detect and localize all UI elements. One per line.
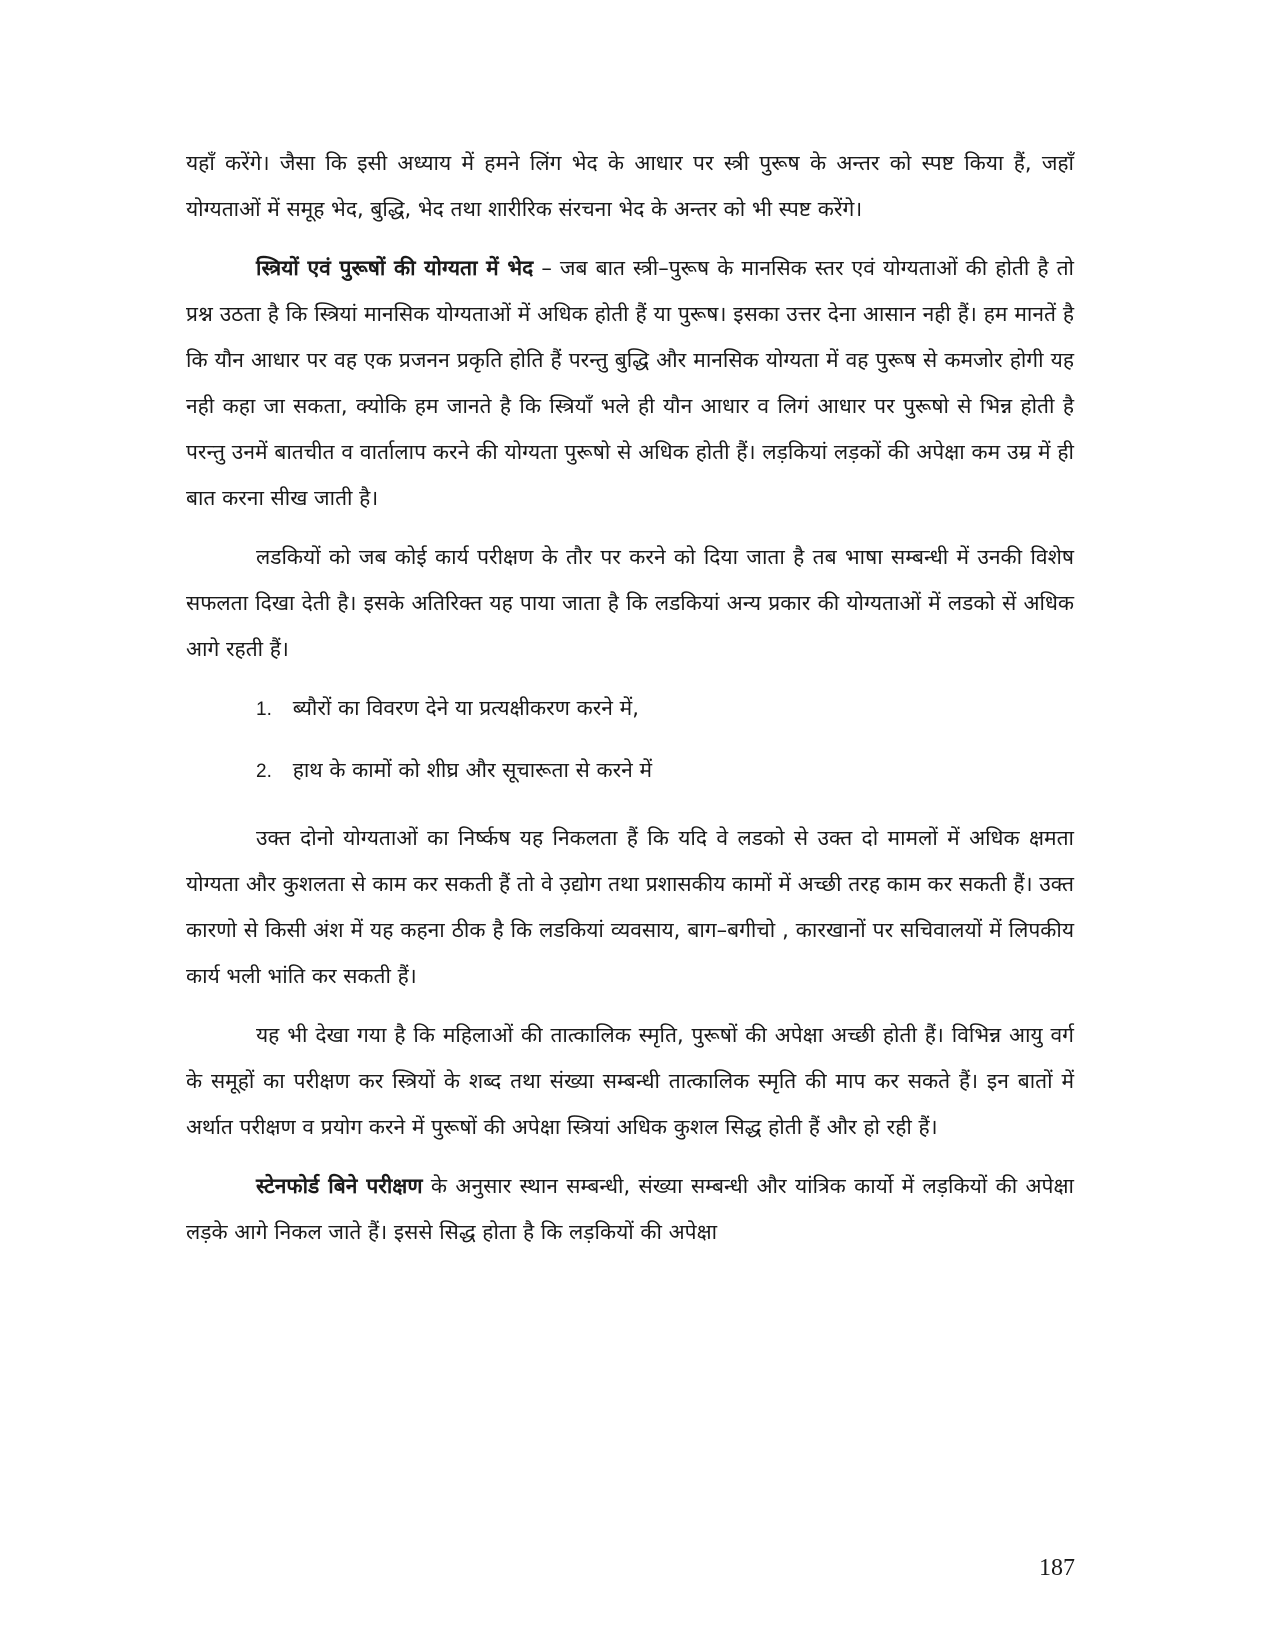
- paragraph-ability-difference: [186, 245, 1074, 521]
- section-heading-stanford-binet: स्टेनफोर्ड बिने परीक्षण: [256, 1174, 423, 1198]
- section-heading-ability-difference: स्त्रियों एवं पुरूषों की योग्यता में भेद: [256, 256, 534, 280]
- list-item: [186, 685, 1074, 733]
- paragraph-conclusion: उक्त दोनो योग्यताओं का निर्ष्कष यह निकलता हैं कि यदि वे लडको से उक्त दो मामलों में अधिक क्षमता योग्यता और कुशलता से काम कर सकती हैं तो वे उ़द्योग तथा प्रशासकीय कामों में अच्छी तरह काम कर सकती हैं। उक्त कारणो से किसी अंश में यह कहना ठीक है कि लडकियां व्यवसाय, बाग–बगीचो , कारखानों पर सचिवालयों में लिपकीय कार्य भली भांति कर सकती हैं।: [186, 826, 1074, 988]
- page-content: [186, 140, 1074, 1268]
- paragraph-text: – जब बात स्त्री–पुरूष के मानसिक स्तर एवं योग्यताओं की होती है तो प्रश्न उठता है कि स्त्रियां मानसिक योग्यताओं में अधिक होती हैं या पुरूष। इसका उत्तर देना आसान नही हैं। हम मानतें है कि यौन आधार पर वह एक प्रजनन प्रकृति होति हैं परन्तु बुद्धि और मानसिक योग्यता में वह पुरूष से कमजोर होगी यह नही कहा जा सकता, क्योकि हम जानते है कि स्त्रियॉं भले ही यौन आधार व लिगं आधार पर पुरूषो से भिन्न होती है परन्तु उनमें बातचीत व वार्तालाप करने की योग्यता पुरूषो से अधिक होती हैं। लड़कियां लड़कों की अपेक्षा कम उम्र में ही बात करना सीख जाती है।: [186, 256, 1074, 510]
- ability-list: [186, 685, 1074, 795]
- paragraph-girls-tasks: लडकियों को जब कोई कार्य परीक्षण के तौर पर करने को दिया जाता है तब भाषा सम्बन्धी में उनकी विशेष सफलता दिखा देती है। इसके अतिरिक्त यह पाया जाता है कि लडकियां अन्य प्रकार की योग्यताओं में लडको सें अधिक आगे रहती हैं।: [186, 545, 1074, 661]
- list-item: [186, 747, 1074, 795]
- list-item-text: हाथ के कामों को शीघ्र और सूचारूता से करने में: [292, 758, 653, 782]
- list-number: 1.: [256, 699, 272, 720]
- paragraph-text: के अनुसार स्थान सम्बन्धी, संख्या सम्बन्धी और यांत्रिक कार्यो में लड़कियों की अपेक्षा लड़के आगे निकल जाते हैं। इससे सिद्ध होता है कि लड़कियों की अपेक्षा: [186, 1174, 1074, 1244]
- list-item-text: ब्यौरों का विवरण देने या प्रत्यक्षीकरण करने में,: [292, 696, 639, 720]
- paragraph-stanford-binet: [186, 1163, 1074, 1255]
- paragraph-memory: यह भी देखा गया है कि महिलाओं की तात्कालिक स्मृति, पुरूषों की अपेक्षा अच्छी होती हैं। विभिन्न आयु वर्ग के समूहों का परीक्षण कर स्त्रियों के शब्द तथा संख्या सम्बन्धी तात्कालिक स्मृति की माप कर सकते हैं। इन बातों में अर्थात परीक्षण व प्रयोग करने में पुरूषों की अपेक्षा स्त्रियां अधिक कुशल सिद्ध होती हैं और हो रही हैं।: [186, 1023, 1074, 1139]
- page-number: 187: [1039, 1555, 1075, 1581]
- paragraph-continuation: यहाँ करेंगे। जैसा कि इसी अध्याय में हमने लिंग भेद के आधार पर स्त्री पुरूष के अन्तर को स्पष्ट किया हैं, जहाँ योग्यताओं में समूह भेद, बुद्धि, भेद तथा शारीरिक संरचना भेद के अन्तर को भी स्पष्ट करेंगे।: [186, 151, 1074, 221]
- list-number: 2.: [256, 761, 272, 782]
